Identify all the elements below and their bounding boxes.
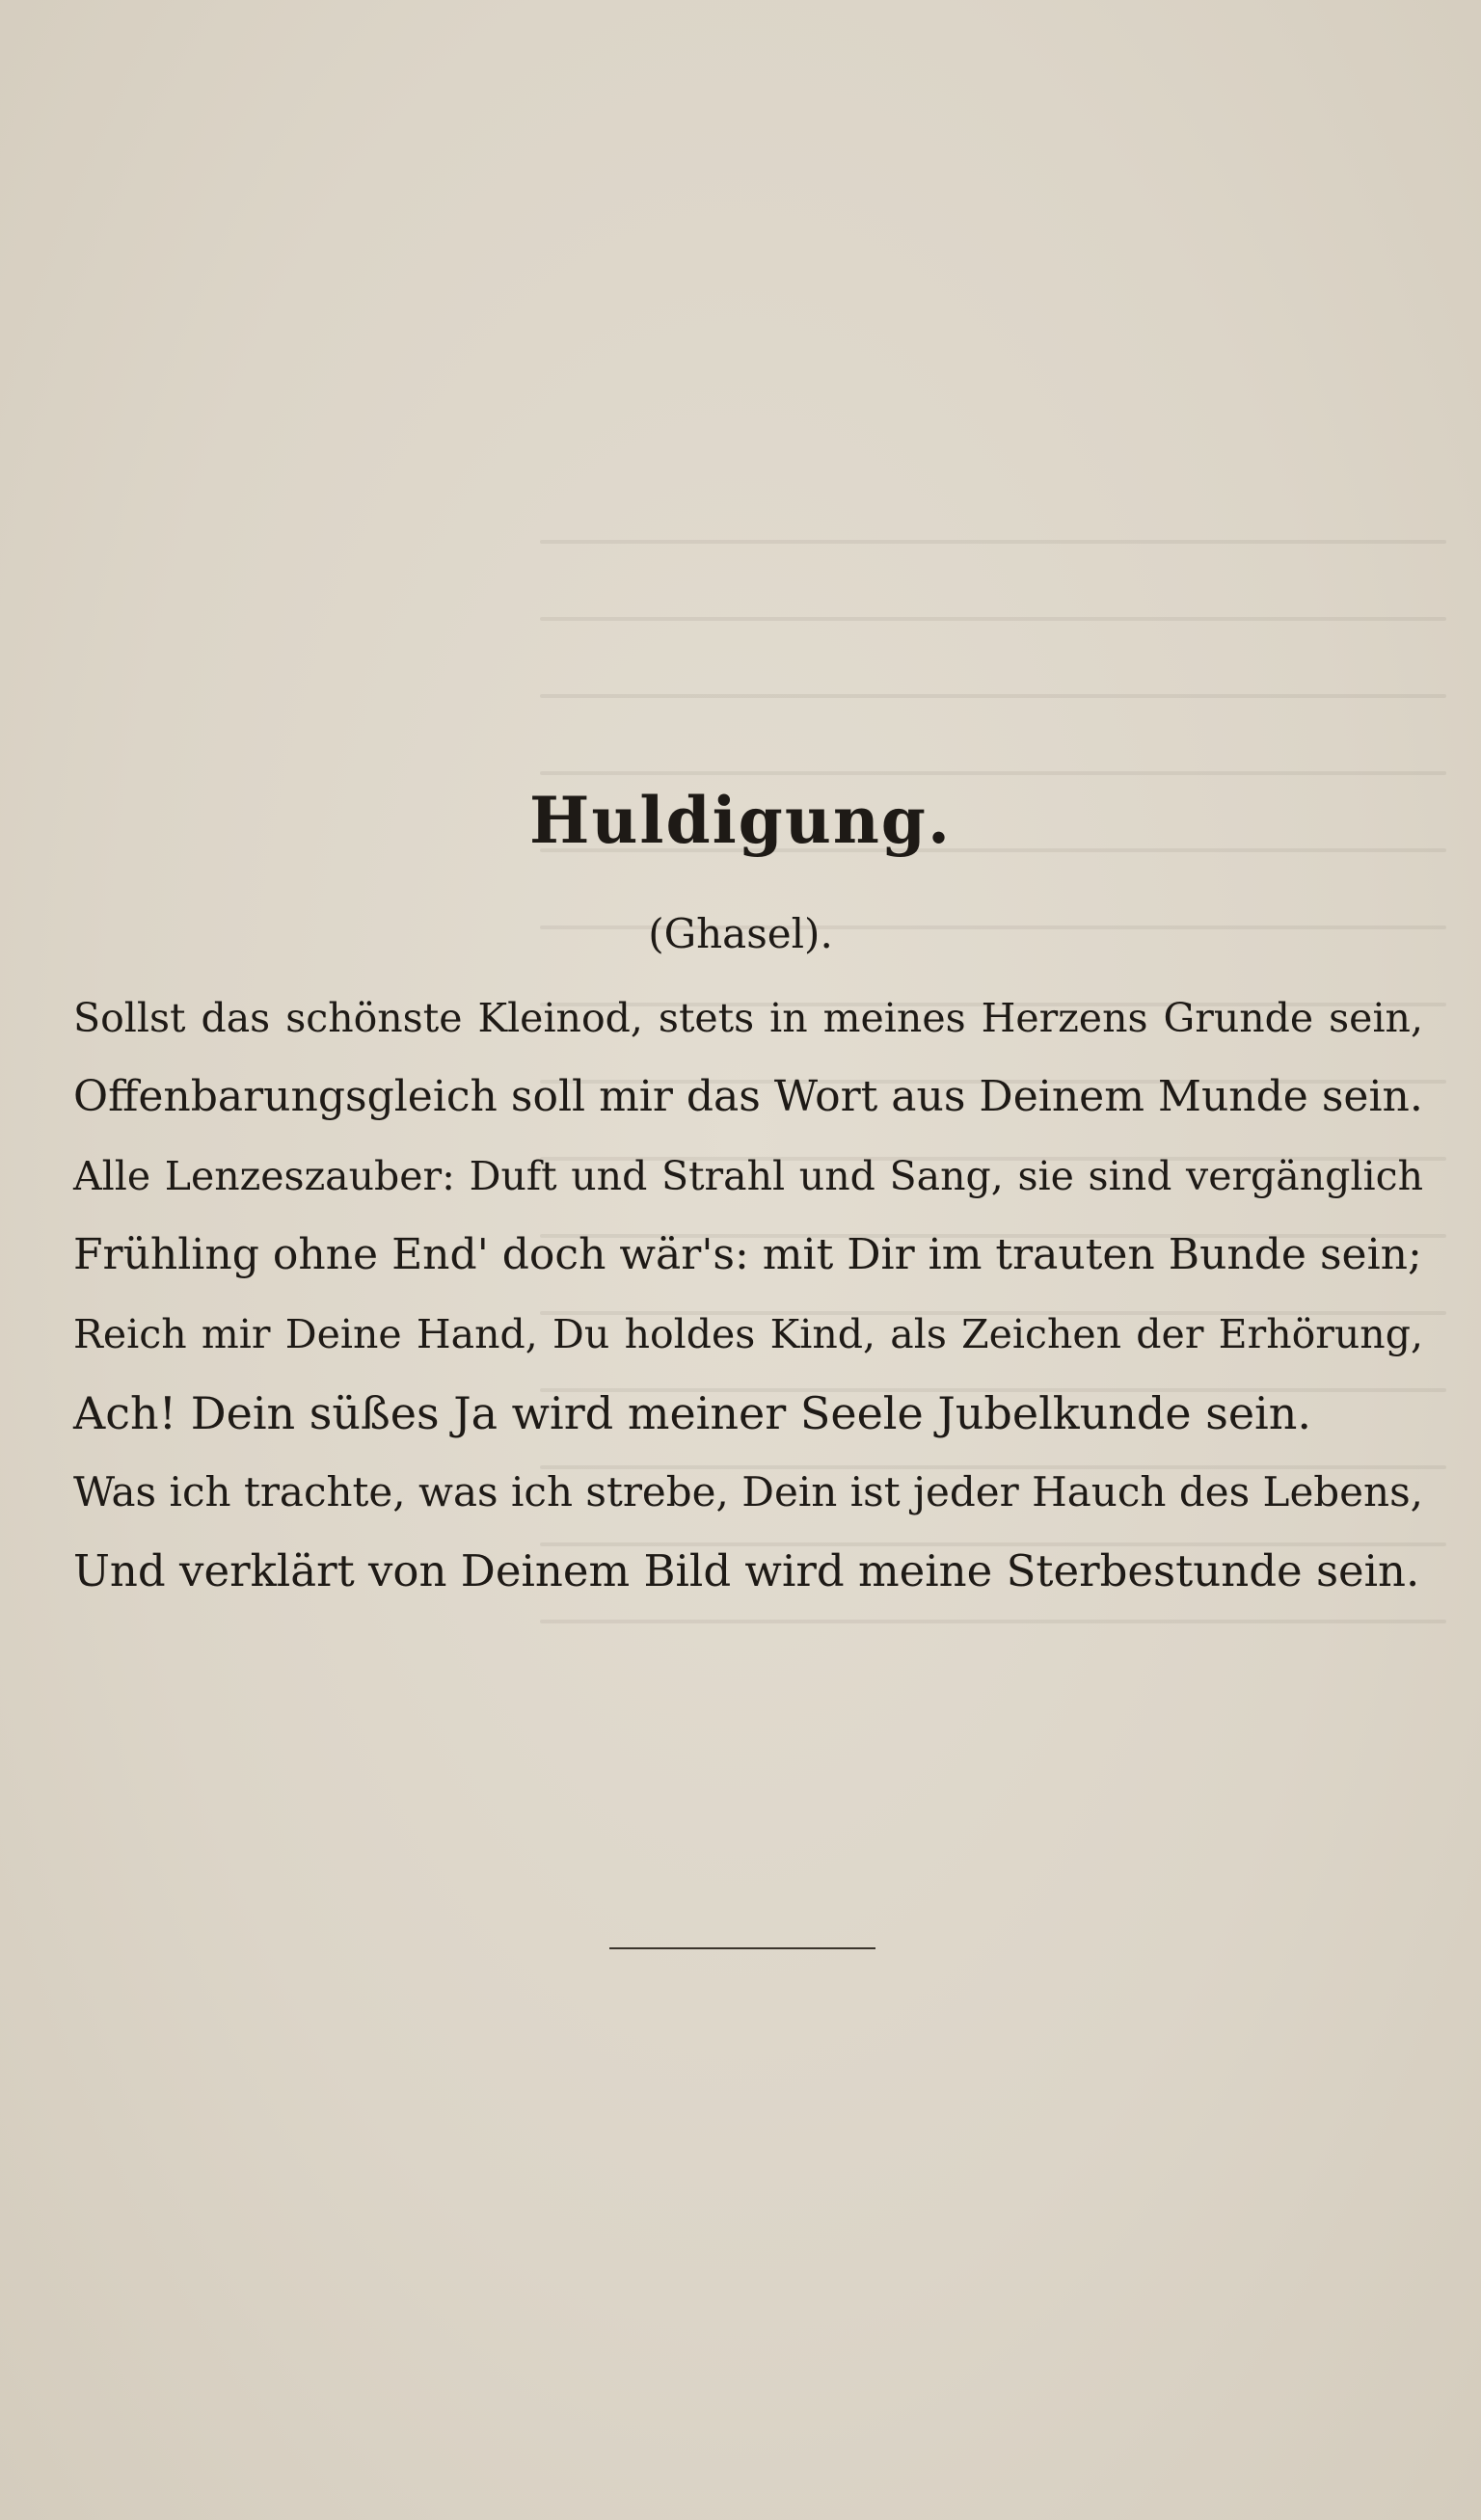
poem-line-5: Reich mir Deine Hand, Du holdes Kind, als Zeichen der Erhörung, xyxy=(73,1311,1423,1357)
poem-body xyxy=(73,979,1423,1611)
poem-subtitle: (Ghasel). xyxy=(648,910,833,957)
end-divider xyxy=(609,1947,875,1949)
poem-title: Huldigung. xyxy=(529,783,952,858)
poem-line-1: Sollst das schönste Kleinod, stets in meines Herzens Grunde sein, xyxy=(73,995,1423,1041)
poem-line-2: Offenbarungsgleich soll mir das Wort aus Deinem Munde sein. xyxy=(73,1072,1423,1121)
poem-line-4: Frühling ohne End' doch wär's: mit Dir im trauten Bunde sein; xyxy=(73,1230,1422,1279)
poem-line-6: Ach! Dein süßes Ja wird meiner Seele Jubelkunde sein. xyxy=(73,1387,1312,1439)
poem-line-8: Und verklärt von Deinem Bild wird meine Sterbestunde sein. xyxy=(73,1545,1420,1596)
poem-line-3: Alle Lenzeszauber: Duft und Strahl und Sang, sie sind vergänglich xyxy=(73,1153,1423,1199)
poem-line-7: Was ich trachte, was ich strebe, Dein ist jeder Hauch des Lebens, xyxy=(73,1468,1423,1515)
